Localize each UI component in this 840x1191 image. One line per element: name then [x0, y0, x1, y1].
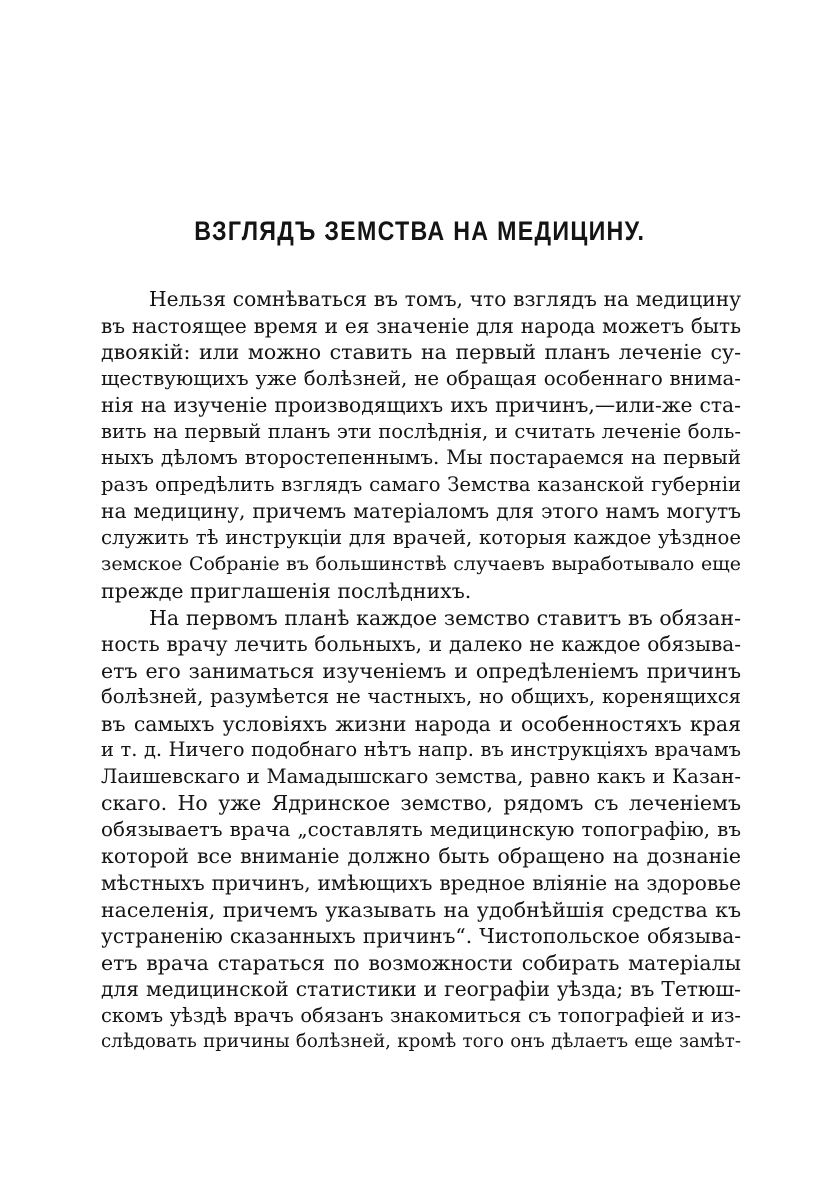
text-line: земское Собранiе въ большинствѣ случаевъ выработывало еще	[101, 553, 741, 576]
text-line: разъ опредѣлить взглядъ самаго Земства казанской губернiи	[101, 472, 741, 496]
text-line: прежде приглашенiя послѣднихъ.	[101, 579, 472, 604]
text-line: нiя на изученiе производящихъ ихъ причинъ,—или-же ста-	[101, 393, 741, 418]
text-line: болѣзней, разумѣется не частныхъ, но общихъ, коренящихся	[101, 685, 741, 709]
text-line: Лаишевскаго и Мамадышскаго земства, равно какъ и Казан-	[101, 764, 741, 788]
text-line: обязываетъ врача „составлять медицинскую топографiю, въ	[101, 817, 741, 841]
text-line: двоякiй: или можно ставить на первый планъ леченiе су-	[101, 340, 741, 365]
text-line: устраненiю сказанныхъ причинъ“. Чистопольское обязыва-	[101, 924, 741, 949]
text-line: и т. д. Ничего подобнаго нѣтъ напр. въ инструкцiяхъ врачамъ	[101, 738, 741, 762]
body-text	[101, 286, 741, 1056]
text-line: которой все вниманiе должно быть обращено на дознанiе	[101, 844, 741, 869]
text-line: ществующихъ уже болѣзней, не обращая особеннаго внима-	[101, 366, 741, 390]
text-line: етъ врача стараться по возможности собирать матерiалы	[101, 950, 741, 975]
text-line: ность врачу лечить больныхъ, и далеко не каждое обязыва-	[101, 632, 741, 657]
text-line: въ настоящее время и ея значенiе для народа можетъ быть	[101, 313, 741, 338]
page-title: ВЗГЛЯДЪ ЗЕМСТВА НА МЕДИЦИНУ.	[194, 216, 646, 246]
text-line: слѣдовать причины болѣзней, кромѣ того онъ дѣлаетъ еще замѣт-	[101, 1031, 741, 1053]
text-line: На первомъ планѣ каждое земство ставитъ въ обязан-	[149, 605, 741, 630]
text-line: мѣстныхъ причинъ, имѣющихъ вредное влiянiе на здоровье	[101, 871, 741, 896]
text-line: скомъ уѣздѣ врачъ обязанъ знакомиться съ топографiей и из-	[101, 1003, 741, 1027]
text-line: служить тѣ инструкцiи для врачей, которыя каждое уѣздное	[101, 525, 741, 549]
text-line: етъ его заниматься изученiемъ и опредѣленiемъ причинъ	[101, 658, 741, 683]
text-line: вить на первый планъ эти послѣднiя, и считать леченiе боль-	[101, 419, 741, 443]
text-line: населенiя, причемъ указывать на удобнѣйшiя средства къ	[101, 897, 741, 922]
text-line: Нельзя сомнѣваться въ томъ, что взглядъ на медицину	[149, 287, 741, 311]
text-line: скаго. Но уже Ядринское земство, рядомъ съ леченiемъ	[101, 791, 741, 816]
text-line: ныхъ дѣломъ второстепеннымъ. Мы постараемся на первый	[101, 446, 741, 470]
text-line: для медицинской статистики и географiи уѣзда; въ Тетюш-	[101, 977, 741, 1002]
text-line: на медицину, причемъ матерiаломъ для этого намъ могутъ	[101, 499, 741, 524]
text-line: въ самыхъ условiяхъ жизни народа и особенностяхъ края	[101, 711, 741, 736]
